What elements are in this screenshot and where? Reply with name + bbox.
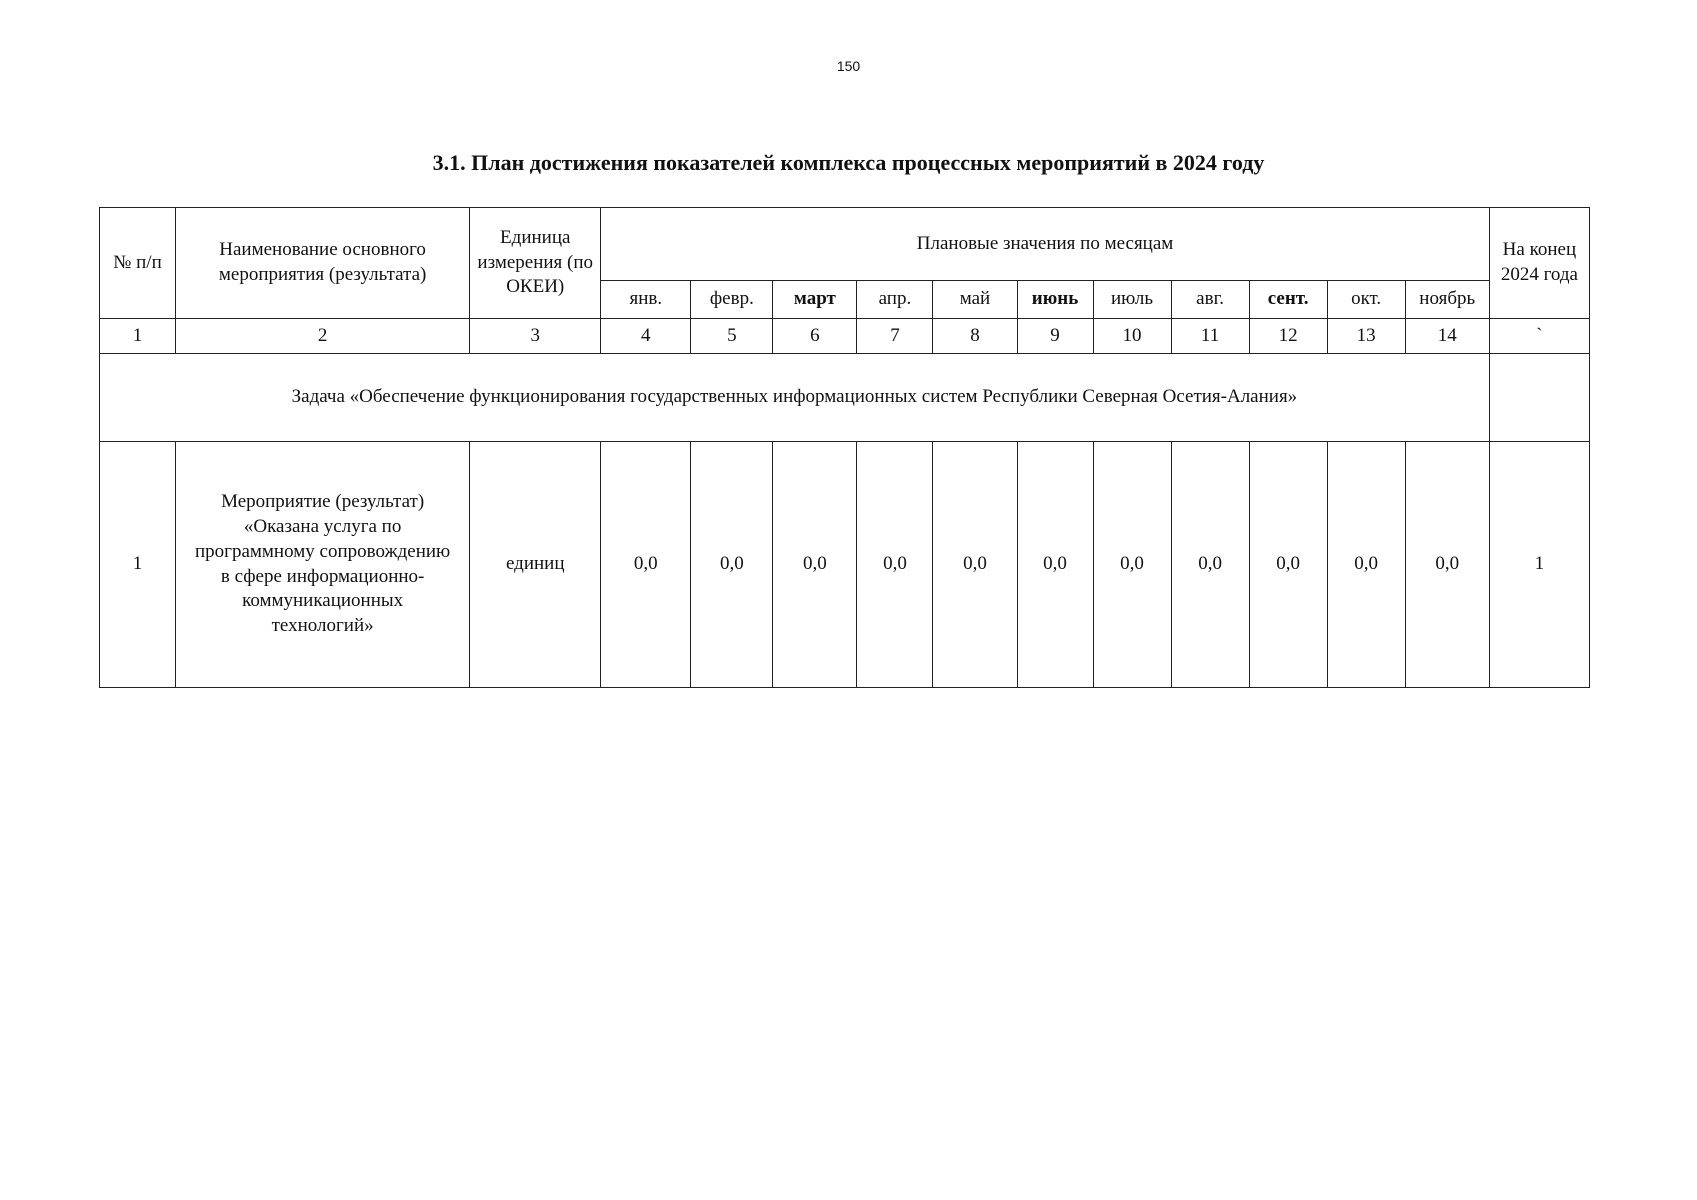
column-number-row [100,319,1590,354]
column-number: 11 [1171,319,1249,354]
month-header: май [933,281,1017,319]
header-monthly: Плановые значения по месяцам [601,208,1490,281]
task-empty-cell [1489,354,1589,442]
column-number: 14 [1405,319,1489,354]
month-value: 0,0 [933,442,1017,688]
month-header: сент. [1249,281,1327,319]
header-unit: Единица измерения (по ОКЕИ) [470,208,601,319]
month-value: 0,0 [1093,442,1171,688]
column-number: 1 [100,319,176,354]
column-number: 4 [601,319,691,354]
month-header: апр. [857,281,933,319]
row-name-line: Мероприятие (результат) [221,491,425,513]
header-name: Наименование основного мероприятия (результата) [176,208,470,319]
row-end-of-year: 1 [1489,442,1589,688]
month-header: март [773,281,857,319]
row-name [176,442,470,688]
row-name-line: в сфере информационно- [220,565,425,587]
month-value: 0,0 [1405,442,1489,688]
month-header: июль [1093,281,1171,319]
month-value: 0,0 [773,442,857,688]
document-title: 3.1. План достижения показателей комплекса процессных мероприятий в 2024 году [432,150,1265,175]
page-number: 150 [836,58,861,74]
row-num: 1 [100,442,176,688]
column-number: 7 [857,319,933,354]
task-row [100,354,1590,442]
table-row [100,442,1590,688]
month-value: 0,0 [1249,442,1327,688]
month-value: 0,0 [1327,442,1405,688]
column-number: 12 [1249,319,1327,354]
task-title: Задача «Обеспечение функционирования государственных информационных систем Республики Северная Осетия-Алания» [100,354,1490,442]
month-header: окт. [1327,281,1405,319]
column-number: 10 [1093,319,1171,354]
row-name-line: «Оказана услуга по [243,516,402,538]
month-header: авг. [1171,281,1249,319]
month-value: 0,0 [1017,442,1093,688]
month-header: ноябрь [1405,281,1489,319]
column-number: ` [1489,319,1589,354]
column-number: 5 [691,319,773,354]
month-header: февр. [691,281,773,319]
column-number: 3 [470,319,601,354]
column-number: 13 [1327,319,1405,354]
column-number: 9 [1017,319,1093,354]
row-unit: единиц [470,442,601,688]
month-value: 0,0 [601,442,691,688]
header-num: № п/п [100,208,176,319]
column-number: 2 [176,319,470,354]
column-number: 6 [773,319,857,354]
month-header: июнь [1017,281,1093,319]
row-name-line: программному сопровождению [194,540,451,562]
month-value: 0,0 [857,442,933,688]
header-end-of-year: На конец 2024 года [1489,208,1589,319]
month-value: 0,0 [691,442,773,688]
month-header: янв. [601,281,691,319]
month-value: 0,0 [1171,442,1249,688]
column-number: 8 [933,319,1017,354]
row-name-line: технологий» [271,614,374,636]
row-name-line: коммуникационных [242,590,404,612]
plan-table [99,207,1590,688]
